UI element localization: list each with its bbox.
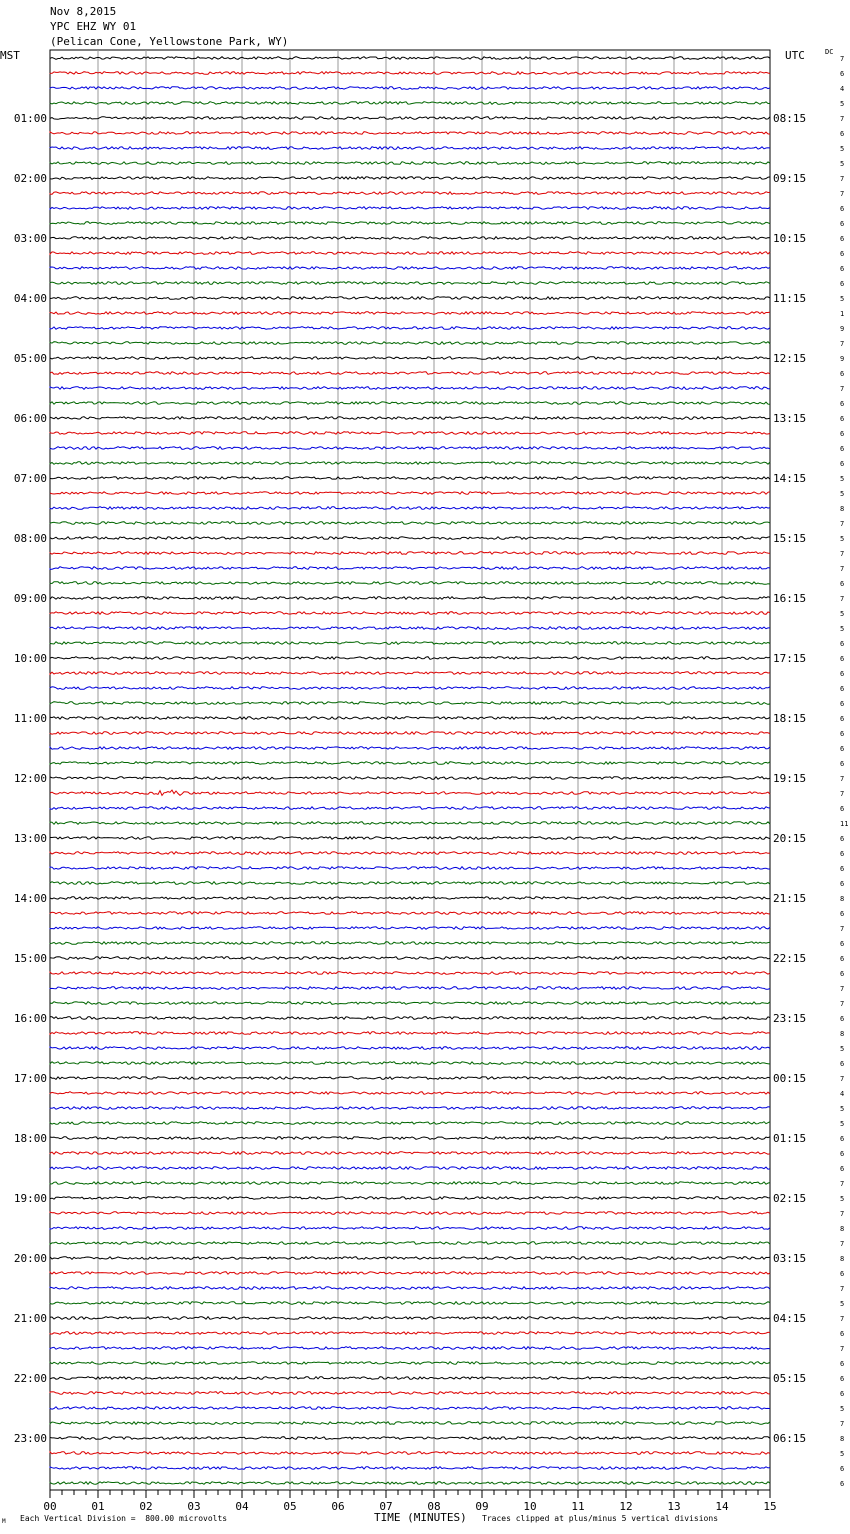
- trace-40: [50, 657, 770, 660]
- trace-61: [50, 972, 770, 975]
- dc-value: 7: [840, 385, 845, 393]
- trace-52: [50, 837, 770, 840]
- dc-value: 6: [840, 865, 845, 873]
- dc-value: 6: [840, 955, 845, 963]
- trace-66: [50, 1047, 770, 1050]
- trace-5: [50, 132, 770, 135]
- trace-34: [50, 567, 770, 570]
- trace-70: [50, 1107, 770, 1110]
- x-tick-label: 13: [667, 1500, 681, 1513]
- dc-value: 6: [840, 685, 845, 693]
- footer-clip-note: Traces clipped at plus/minus 5 vertical divisions: [482, 1514, 719, 1523]
- trace-80: [50, 1257, 770, 1260]
- dc-value: 6: [840, 415, 845, 423]
- trace-67: [50, 1062, 770, 1065]
- chart-location: (Pelican Cone, Yellowstone Park, WY): [50, 35, 289, 48]
- dc-value: 5: [840, 625, 845, 633]
- dc-value: 6: [840, 130, 845, 138]
- trace-82: [50, 1287, 770, 1290]
- trace-49: [50, 790, 770, 795]
- trace-9: [50, 192, 770, 195]
- dc-value: 7: [840, 925, 845, 933]
- trace-81: [50, 1272, 770, 1275]
- trace-91: [50, 1422, 770, 1425]
- left-hour-label: 11:00: [13, 712, 47, 725]
- dc-value: 6: [840, 70, 845, 78]
- trace-54: [50, 867, 770, 870]
- left-hour-label: 17:00: [13, 1072, 47, 1085]
- dc-value: 6: [840, 370, 845, 378]
- x-axis-label: TIME (MINUTES): [374, 1511, 467, 1524]
- trace-4: [50, 117, 770, 120]
- dc-value: 8: [840, 1030, 845, 1038]
- right-timezone-label: UTC: [785, 49, 805, 62]
- dc-value: 7: [840, 55, 845, 63]
- x-tick-label: 08: [427, 1500, 441, 1513]
- right-hour-label: 16:15: [773, 592, 807, 605]
- x-tick-label: 11: [571, 1500, 585, 1513]
- trace-29: [50, 492, 770, 495]
- trace-27: [50, 462, 770, 465]
- dc-value: 7: [840, 1210, 845, 1218]
- dc-value: 5: [840, 1450, 845, 1458]
- trace-69: [50, 1092, 770, 1095]
- footer-scale: Each Vertical Division = 800.00 microvolts: [20, 1514, 228, 1523]
- dc-value: 7: [840, 520, 845, 528]
- x-tick-label: 12: [619, 1500, 633, 1513]
- dc-value: 6: [840, 910, 845, 918]
- right-hour-label: 22:15: [773, 952, 807, 965]
- x-tick-label: 04: [235, 1500, 249, 1513]
- x-tick-label: 09: [475, 1500, 489, 1513]
- dc-value: 6: [840, 220, 845, 228]
- dc-value: 6: [840, 850, 845, 858]
- trace-48: [50, 777, 770, 780]
- dc-value: 6: [840, 580, 845, 588]
- trace-24: [50, 417, 770, 420]
- trace-7: [50, 162, 770, 165]
- x-tick-label: 00: [43, 1500, 57, 1513]
- left-hour-label: 01:00: [13, 112, 47, 125]
- trace-10: [50, 207, 770, 210]
- dc-value: 5: [840, 160, 845, 168]
- trace-86: [50, 1347, 770, 1350]
- trace-15: [50, 282, 770, 285]
- dc-value: 7: [840, 775, 845, 783]
- trace-42: [50, 687, 770, 690]
- dc-value: 6: [840, 655, 845, 663]
- dc-value: 11: [840, 820, 849, 828]
- trace-30: [50, 507, 770, 510]
- dc-value: 6: [840, 700, 845, 708]
- left-hour-label: 04:00: [13, 292, 47, 305]
- left-hour-label: 07:00: [13, 472, 47, 485]
- dc-value: 9: [840, 325, 845, 333]
- trace-83: [50, 1302, 770, 1305]
- trace-72: [50, 1137, 770, 1140]
- left-hour-label: 08:00: [13, 532, 47, 545]
- left-hour-label: 12:00: [13, 772, 47, 785]
- right-hour-label: 08:15: [773, 112, 807, 125]
- trace-87: [50, 1362, 770, 1365]
- x-tick-label: 01: [91, 1500, 105, 1513]
- trace-58: [50, 927, 770, 930]
- left-hour-label: 14:00: [13, 892, 47, 905]
- dc-value: 7: [840, 340, 845, 348]
- right-hour-label: 11:15: [773, 292, 807, 305]
- right-hour-label: 09:15: [773, 172, 807, 185]
- dc-value: 5: [840, 475, 845, 483]
- dc-value: 6: [840, 1360, 845, 1368]
- trace-43: [50, 702, 770, 705]
- trace-53: [50, 852, 770, 855]
- dc-value: 6: [840, 1135, 845, 1143]
- dc-value: 6: [840, 1060, 845, 1068]
- x-tick-label: 14: [715, 1500, 729, 1513]
- trace-8: [50, 177, 770, 180]
- trace-45: [50, 732, 770, 735]
- trace-74: [50, 1167, 770, 1170]
- trace-20: [50, 357, 770, 360]
- trace-76: [50, 1197, 770, 1200]
- right-hour-label: 05:15: [773, 1372, 807, 1385]
- right-hour-label: 15:15: [773, 532, 807, 545]
- dc-value: 6: [840, 265, 845, 273]
- left-hour-label: 18:00: [13, 1132, 47, 1145]
- trace-77: [50, 1212, 770, 1215]
- right-hour-label: 13:15: [773, 412, 807, 425]
- dc-value: 6: [840, 940, 845, 948]
- trace-16: [50, 297, 770, 300]
- trace-73: [50, 1152, 770, 1155]
- right-hour-label: 04:15: [773, 1312, 807, 1325]
- dc-value: 7: [840, 1315, 845, 1323]
- dc-value: 5: [840, 100, 845, 108]
- trace-85: [50, 1332, 770, 1335]
- dc-value: 4: [840, 1090, 845, 1098]
- dc-value: 5: [840, 1045, 845, 1053]
- trace-33: [50, 552, 770, 555]
- trace-55: [50, 882, 770, 885]
- right-hour-label: 03:15: [773, 1252, 807, 1265]
- dc-value: 6: [840, 460, 845, 468]
- right-hour-label: 02:15: [773, 1192, 807, 1205]
- left-hour-label: 15:00: [13, 952, 47, 965]
- dc-value: 6: [840, 430, 845, 438]
- dc-value: 6: [840, 280, 845, 288]
- trace-18: [50, 327, 770, 330]
- right-hour-label: 06:15: [773, 1432, 807, 1445]
- dc-value: 6: [840, 1150, 845, 1158]
- left-hour-label: 21:00: [13, 1312, 47, 1325]
- trace-36: [50, 597, 770, 600]
- dc-value: 6: [840, 1165, 845, 1173]
- trace-79: [50, 1242, 770, 1245]
- left-hour-label: 10:00: [13, 652, 47, 665]
- trace-89: [50, 1392, 770, 1395]
- dc-value: 6: [840, 640, 845, 648]
- trace-56: [50, 897, 770, 900]
- left-timezone-label: MST: [0, 49, 20, 62]
- trace-47: [50, 762, 770, 765]
- dc-value: 6: [840, 400, 845, 408]
- trace-93: [50, 1452, 770, 1455]
- dc-value: 7: [840, 565, 845, 573]
- right-hour-label: 20:15: [773, 832, 807, 845]
- dc-value: 1: [840, 310, 845, 318]
- dc-value: 6: [840, 1270, 845, 1278]
- dc-value: 7: [840, 1420, 845, 1428]
- left-hour-label: 23:00: [13, 1432, 47, 1445]
- trace-3: [50, 102, 770, 105]
- dc-value: 5: [840, 145, 845, 153]
- right-hour-label: 19:15: [773, 772, 807, 785]
- x-tick-label: 02: [139, 1500, 153, 1513]
- dc-value: 6: [840, 1375, 845, 1383]
- dc-value: 6: [840, 1390, 845, 1398]
- trace-0: [50, 57, 770, 60]
- trace-68: [50, 1077, 770, 1080]
- dc-value: 5: [840, 610, 845, 618]
- left-hour-label: 19:00: [13, 1192, 47, 1205]
- left-hour-label: 03:00: [13, 232, 47, 245]
- dc-value: 7: [840, 1240, 845, 1248]
- dc-value: 5: [840, 295, 845, 303]
- trace-95: [50, 1482, 770, 1485]
- x-tick-label: 06: [331, 1500, 345, 1513]
- dc-value: 7: [840, 985, 845, 993]
- right-hour-label: 23:15: [773, 1012, 807, 1025]
- trace-59: [50, 942, 770, 945]
- dc-value: 7: [840, 1345, 845, 1353]
- dc-value: 6: [840, 805, 845, 813]
- dc-value: 7: [840, 175, 845, 183]
- dc-value: 6: [840, 715, 845, 723]
- right-hour-label: 00:15: [773, 1072, 807, 1085]
- dc-value: 5: [840, 1105, 845, 1113]
- right-hour-label: 12:15: [773, 352, 807, 365]
- trace-71: [50, 1122, 770, 1125]
- trace-39: [50, 642, 770, 645]
- trace-14: [50, 267, 770, 270]
- trace-63: [50, 1002, 770, 1005]
- trace-21: [50, 372, 770, 375]
- dc-value: 4: [840, 85, 845, 93]
- dc-value: 7: [840, 1285, 845, 1293]
- trace-44: [50, 717, 770, 720]
- chart-station: YPC EHZ WY 01: [50, 20, 137, 33]
- dc-value: 7: [840, 790, 845, 798]
- chart-date: Nov 8,2015: [50, 5, 117, 18]
- left-hour-label: 09:00: [13, 592, 47, 605]
- x-tick-label: 15: [763, 1500, 777, 1513]
- dc-value: 8: [840, 505, 845, 513]
- dc-value: 6: [840, 205, 845, 213]
- trace-75: [50, 1182, 770, 1185]
- dc-value: 5: [840, 1195, 845, 1203]
- dc-value: 6: [840, 670, 845, 678]
- dc-value: 5: [840, 490, 845, 498]
- trace-90: [50, 1407, 770, 1410]
- trace-88: [50, 1377, 770, 1380]
- dc-value: 7: [840, 595, 845, 603]
- right-hour-label: 17:15: [773, 652, 807, 665]
- left-hour-label: 20:00: [13, 1252, 47, 1265]
- trace-17: [50, 312, 770, 315]
- dc-value: 7: [840, 1075, 845, 1083]
- left-hour-label: 02:00: [13, 172, 47, 185]
- trace-60: [50, 957, 770, 960]
- trace-51: [50, 822, 770, 825]
- x-tick-label: 07: [379, 1500, 393, 1513]
- dc-value: 8: [840, 895, 845, 903]
- trace-12: [50, 237, 770, 240]
- dc-label: DC: [825, 48, 834, 56]
- dc-value: 6: [840, 880, 845, 888]
- dc-value: 6: [840, 1330, 845, 1338]
- left-hour-label: 16:00: [13, 1012, 47, 1025]
- right-hour-label: 14:15: [773, 472, 807, 485]
- trace-1: [50, 72, 770, 75]
- dc-value: 6: [840, 1015, 845, 1023]
- dc-value: 6: [840, 445, 845, 453]
- trace-84: [50, 1317, 770, 1320]
- dc-value: 7: [840, 115, 845, 123]
- trace-94: [50, 1467, 770, 1470]
- dc-value: 5: [840, 1405, 845, 1413]
- right-hour-label: 21:15: [773, 892, 807, 905]
- footer-mark: M: [2, 1518, 6, 1525]
- trace-37: [50, 612, 770, 615]
- trace-64: [50, 1017, 770, 1020]
- trace-13: [50, 252, 770, 255]
- trace-46: [50, 747, 770, 750]
- right-hour-label: 18:15: [773, 712, 807, 725]
- left-hour-label: 13:00: [13, 832, 47, 845]
- dc-value: 6: [840, 1465, 845, 1473]
- trace-23: [50, 402, 770, 405]
- dc-value: 8: [840, 1225, 845, 1233]
- dc-value: 6: [840, 970, 845, 978]
- right-hour-label: 10:15: [773, 232, 807, 245]
- trace-41: [50, 672, 770, 675]
- dc-value: 7: [840, 1180, 845, 1188]
- dc-value: 6: [840, 745, 845, 753]
- dc-value: 6: [840, 760, 845, 768]
- x-tick-label: 03: [187, 1500, 201, 1513]
- trace-31: [50, 522, 770, 525]
- trace-78: [50, 1227, 770, 1230]
- x-tick-label: 05: [283, 1500, 297, 1513]
- left-hour-label: 06:00: [13, 412, 47, 425]
- dc-value: 8: [840, 1255, 845, 1263]
- trace-62: [50, 987, 770, 990]
- trace-28: [50, 477, 770, 480]
- dc-value: 7: [840, 1000, 845, 1008]
- dc-value: 6: [840, 250, 845, 258]
- dc-value: 6: [840, 835, 845, 843]
- dc-value: 7: [840, 190, 845, 198]
- trace-57: [50, 912, 770, 915]
- trace-32: [50, 537, 770, 540]
- dc-value: 5: [840, 1120, 845, 1128]
- dc-value: 5: [840, 1300, 845, 1308]
- trace-65: [50, 1032, 770, 1035]
- trace-22: [50, 387, 770, 390]
- x-tick-label: 10: [523, 1500, 537, 1513]
- trace-35: [50, 582, 770, 585]
- left-hour-label: 22:00: [13, 1372, 47, 1385]
- trace-19: [50, 342, 770, 345]
- trace-26: [50, 447, 770, 450]
- trace-50: [50, 807, 770, 810]
- dc-value: 7: [840, 550, 845, 558]
- trace-25: [50, 432, 770, 435]
- dc-value: 6: [840, 235, 845, 243]
- dc-value: 6: [840, 1480, 845, 1488]
- trace-38: [50, 627, 770, 630]
- trace-11: [50, 222, 770, 225]
- dc-value: 9: [840, 355, 845, 363]
- trace-92: [50, 1437, 770, 1440]
- dc-value: 5: [840, 535, 845, 543]
- trace-6: [50, 147, 770, 150]
- dc-value: 6: [840, 730, 845, 738]
- dc-value: 8: [840, 1435, 845, 1443]
- right-hour-label: 01:15: [773, 1132, 807, 1145]
- trace-2: [50, 87, 770, 90]
- left-hour-label: 05:00: [13, 352, 47, 365]
